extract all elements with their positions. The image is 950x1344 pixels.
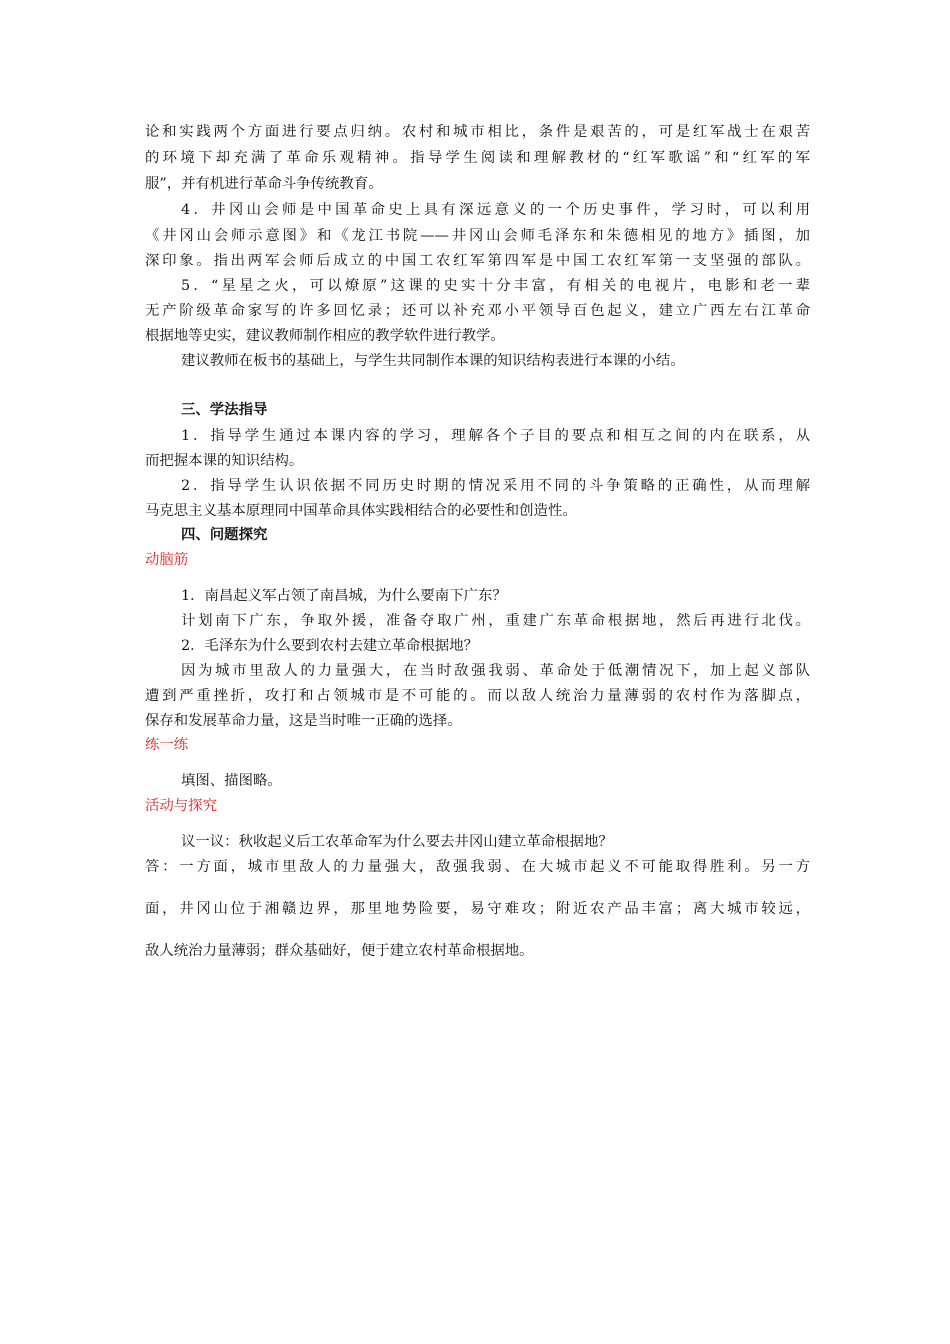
subheading-practice: 练一练 xyxy=(145,737,189,753)
answer-line: 遭到严重挫折，攻打和占领城市是不可能的。而以敌人统治力量薄弱的农村作为落脚点， xyxy=(145,688,810,704)
paragraph-line: 《井冈山会师示意图》和《龙江书院——井冈山会师毛泽东和朱德相见的地方》插图，加 xyxy=(145,228,810,244)
paragraph-line: 论和实践两个方面进行要点归纳。农村和城市相比，条件是艰苦的，可是红军战士在艰苦 xyxy=(145,124,810,140)
answer-line: 面，井冈山位于湘赣边界，那里地势险要，易守难攻；附近农产品丰富；离大城市较远， xyxy=(145,901,810,917)
paragraph-line: 的环境下却充满了革命乐观精神。指导学生阅读和理解教材的“红军歌谣”和“红军的军 xyxy=(145,150,810,166)
question-line: 2．毛泽东为什么要到农村去建立革命根据地？ xyxy=(181,638,478,654)
section-heading: 四、问题探究 xyxy=(181,526,268,543)
paragraph-line: 填图、描图略。 xyxy=(181,773,282,789)
paragraph-line: 建议教师在板书的基础上，与学生共同制作本课的知识结构表进行本课的小结。 xyxy=(181,353,685,369)
paragraph-line: 5．“星星之火，可以燎原”这课的史实十分丰富，有相关的电视片，电影和老一辈 xyxy=(181,278,810,294)
answer-line: 答：一方面，城市里敌人的力量强大，敌强我弱、在大城市起义不可能取得胜利。另一方 xyxy=(145,859,810,875)
paragraph-line: 马克思主义基本原理同中国革命具体实践相结合的必要性和创造性。 xyxy=(145,503,577,519)
question-line: 1．南昌起义军占领了南昌城，为什么要南下广东？ xyxy=(181,588,507,604)
paragraph-line: 服”，并有机进行革命斗争传统教育。 xyxy=(145,176,383,192)
paragraph-line: 无产阶级革命家写的许多回忆录；还可以补充邓小平领导百色起义，建立广西左右江革命 xyxy=(145,303,810,319)
answer-line: 计划南下广东，争取外援，准备夺取广州，重建广东革命根据地，然后再进行北伐。 xyxy=(181,613,810,629)
section-heading: 三、学法指导 xyxy=(181,401,268,418)
paragraph-line: 根据地等史实，建议教师制作相应的教学软件进行教学。 xyxy=(145,328,505,344)
answer-line: 保存和发展革命力量，这是当时唯一正确的选择。 xyxy=(145,713,462,729)
paragraph-line: 2．指导学生认识依据不同历史时期的情况采用不同的斗争策略的正确性，从而理解 xyxy=(181,478,810,494)
subheading-brainstorm: 动脑筋 xyxy=(145,552,189,568)
paragraph-line: 深印象。指出两军会师后成立的中国工农红军第四军是中国工农红军第一支坚强的部队。 xyxy=(145,253,810,269)
paragraph-line: 而把握本课的知识结构。 xyxy=(145,453,304,469)
answer-line: 因为城市里敌人的力量强大，在当时敌强我弱、革命处于低潮情况下，加上起义部队 xyxy=(181,663,810,679)
answer-line: 敌人统治力量薄弱；群众基础好，便于建立农村革命根据地。 xyxy=(145,943,534,959)
subheading-activity: 活动与探究 xyxy=(145,798,217,814)
paragraph-line: 1．指导学生通过本课内容的学习，理解各个子目的要点和相互之间的内在联系，从 xyxy=(181,428,810,444)
paragraph-line: 4．井冈山会师是中国革命史上具有深远意义的一个历史事件，学习时，可以利用 xyxy=(181,202,810,218)
question-line: 议一议：秋收起义后工农革命军为什么要去井冈山建立革命根据地？ xyxy=(181,834,613,850)
